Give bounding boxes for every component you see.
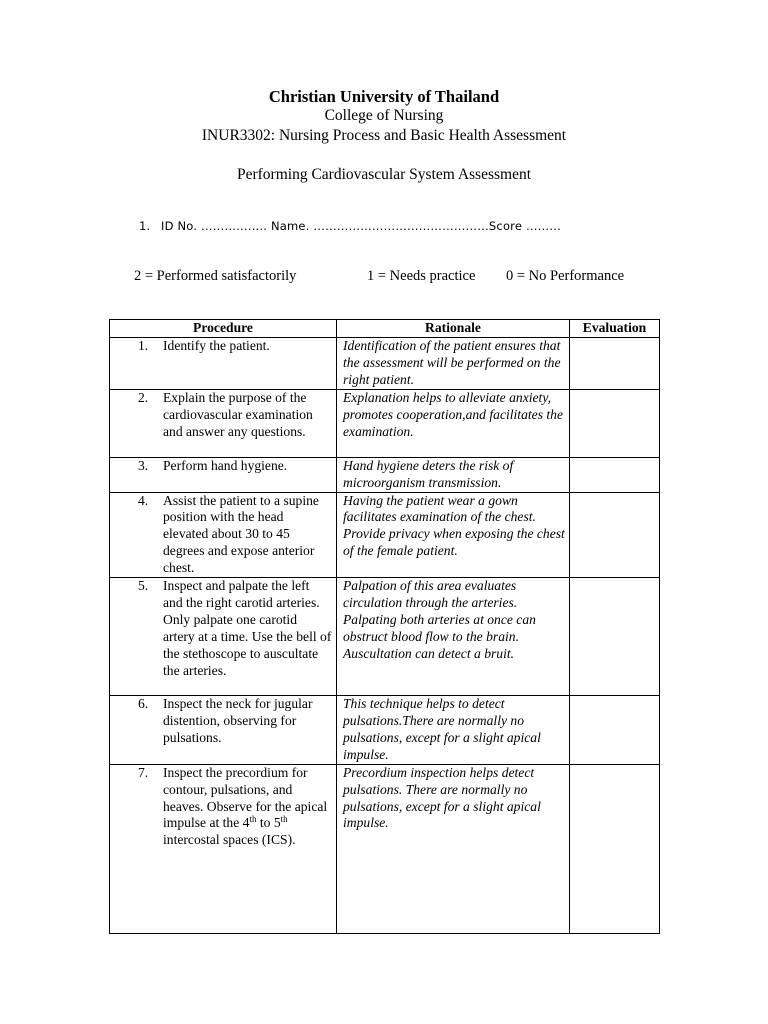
table-row	[110, 457, 660, 492]
rationale-cell: Palpation of this area evaluates circulation through the arteries. Palpating both arteries at once can obstruct blood flow to the brain. Auscultation can detect a bruit.	[337, 578, 570, 696]
step-number: 6.	[138, 696, 149, 712]
id-name-score-line	[139, 219, 561, 233]
evaluation-cell[interactable]	[570, 764, 660, 933]
evaluation-cell[interactable]	[570, 492, 660, 578]
rationale-cell: Hand hygiene deters the risk of microorganism transmission.	[337, 457, 570, 492]
header-procedure: Procedure	[110, 320, 337, 338]
table-row	[110, 389, 660, 457]
evaluation-cell[interactable]	[570, 389, 660, 457]
college-name: College of Nursing	[324, 107, 444, 124]
procedure-text: Perform hand hygiene.	[163, 457, 288, 473]
table-row	[110, 696, 660, 765]
header-rationale: Rationale	[337, 320, 570, 338]
procedure-cell	[110, 457, 337, 492]
id-name-label: ID No. …………..... Name. ………………………………………	[161, 219, 489, 233]
procedure-cell	[110, 338, 337, 390]
score-label: Score ……...	[488, 219, 561, 233]
step-number: 4.	[138, 492, 149, 508]
rationale-cell: Explanation helps to alleviate anxiety, promotes cooperation,and facilitates the examination.	[337, 389, 570, 457]
step-number: 3.	[138, 457, 149, 473]
step-number: 1.	[138, 338, 149, 353]
scale-performed-satisfactorily: 2 = Performed satisfactorily	[134, 268, 297, 284]
procedure-text: Identify the patient.	[163, 338, 270, 353]
procedure-cell	[110, 696, 337, 765]
course-title: INUR3302: Nursing Process and Basic Health Assessment	[201, 127, 567, 144]
university-name: Christian University of Thailand	[268, 87, 500, 106]
procedure-cell	[110, 389, 337, 457]
step-number: 2.	[138, 389, 149, 405]
procedure-text: Assist the patient to a supine position with the head elevated about 30 to 45 degrees and expose anterior chest.	[163, 492, 319, 576]
rationale-cell: This technique helps to detect pulsations.There are normally no pulsations, except for a slight apical impulse.	[337, 696, 570, 765]
procedure-table	[109, 319, 660, 934]
procedure-cell	[110, 764, 337, 933]
table-row	[110, 578, 660, 696]
evaluation-cell[interactable]	[570, 696, 660, 765]
assessment-title: Performing Cardiovascular System Assessment	[236, 166, 532, 183]
id-line-number: 1.	[139, 219, 151, 233]
table-row	[110, 764, 660, 933]
table-header-row	[110, 320, 660, 338]
procedure-cell	[110, 492, 337, 578]
procedure-text: Inspect the precordium for contour, pulsations, and heaves. Observe for the apical impulse at the 4th to 5th intercostal spaces (ICS).	[163, 764, 328, 848]
step-number: 7.	[138, 764, 149, 780]
header-evaluation: Evaluation	[570, 320, 660, 338]
procedure-cell	[110, 578, 337, 696]
step-number: 5.	[138, 578, 149, 594]
procedure-text: Inspect and palpate the left and the right carotid arteries. Only palpate one carotid artery at a time. Use the bell of the stethoscope to auscultate the arteries.	[163, 578, 332, 678]
procedure-text: Explain the purpose of the cardiovascular examination and answer any questions.	[163, 389, 313, 439]
procedure-text: Inspect the neck for jugular distention, observing for pulsations.	[163, 696, 313, 745]
scale-needs-practice: 1 = Needs practice	[367, 268, 476, 284]
evaluation-cell[interactable]	[570, 457, 660, 492]
table-row	[110, 492, 660, 578]
scale-no-performance: 0 = No Performance	[506, 268, 625, 284]
evaluation-cell[interactable]	[570, 578, 660, 696]
rationale-cell: Identification of the patient ensures that the assessment will be performed on the right patient.	[337, 338, 570, 390]
evaluation-cell[interactable]	[570, 338, 660, 390]
table-row	[110, 338, 660, 390]
rationale-cell: Having the patient wear a gown facilitates examination of the chest. Provide privacy when exposing the chest of the female patient.	[337, 492, 570, 578]
rationale-cell: Precordium inspection helps detect pulsations. There are normally no pulsations, except for a slight apical impulse.	[337, 764, 570, 933]
